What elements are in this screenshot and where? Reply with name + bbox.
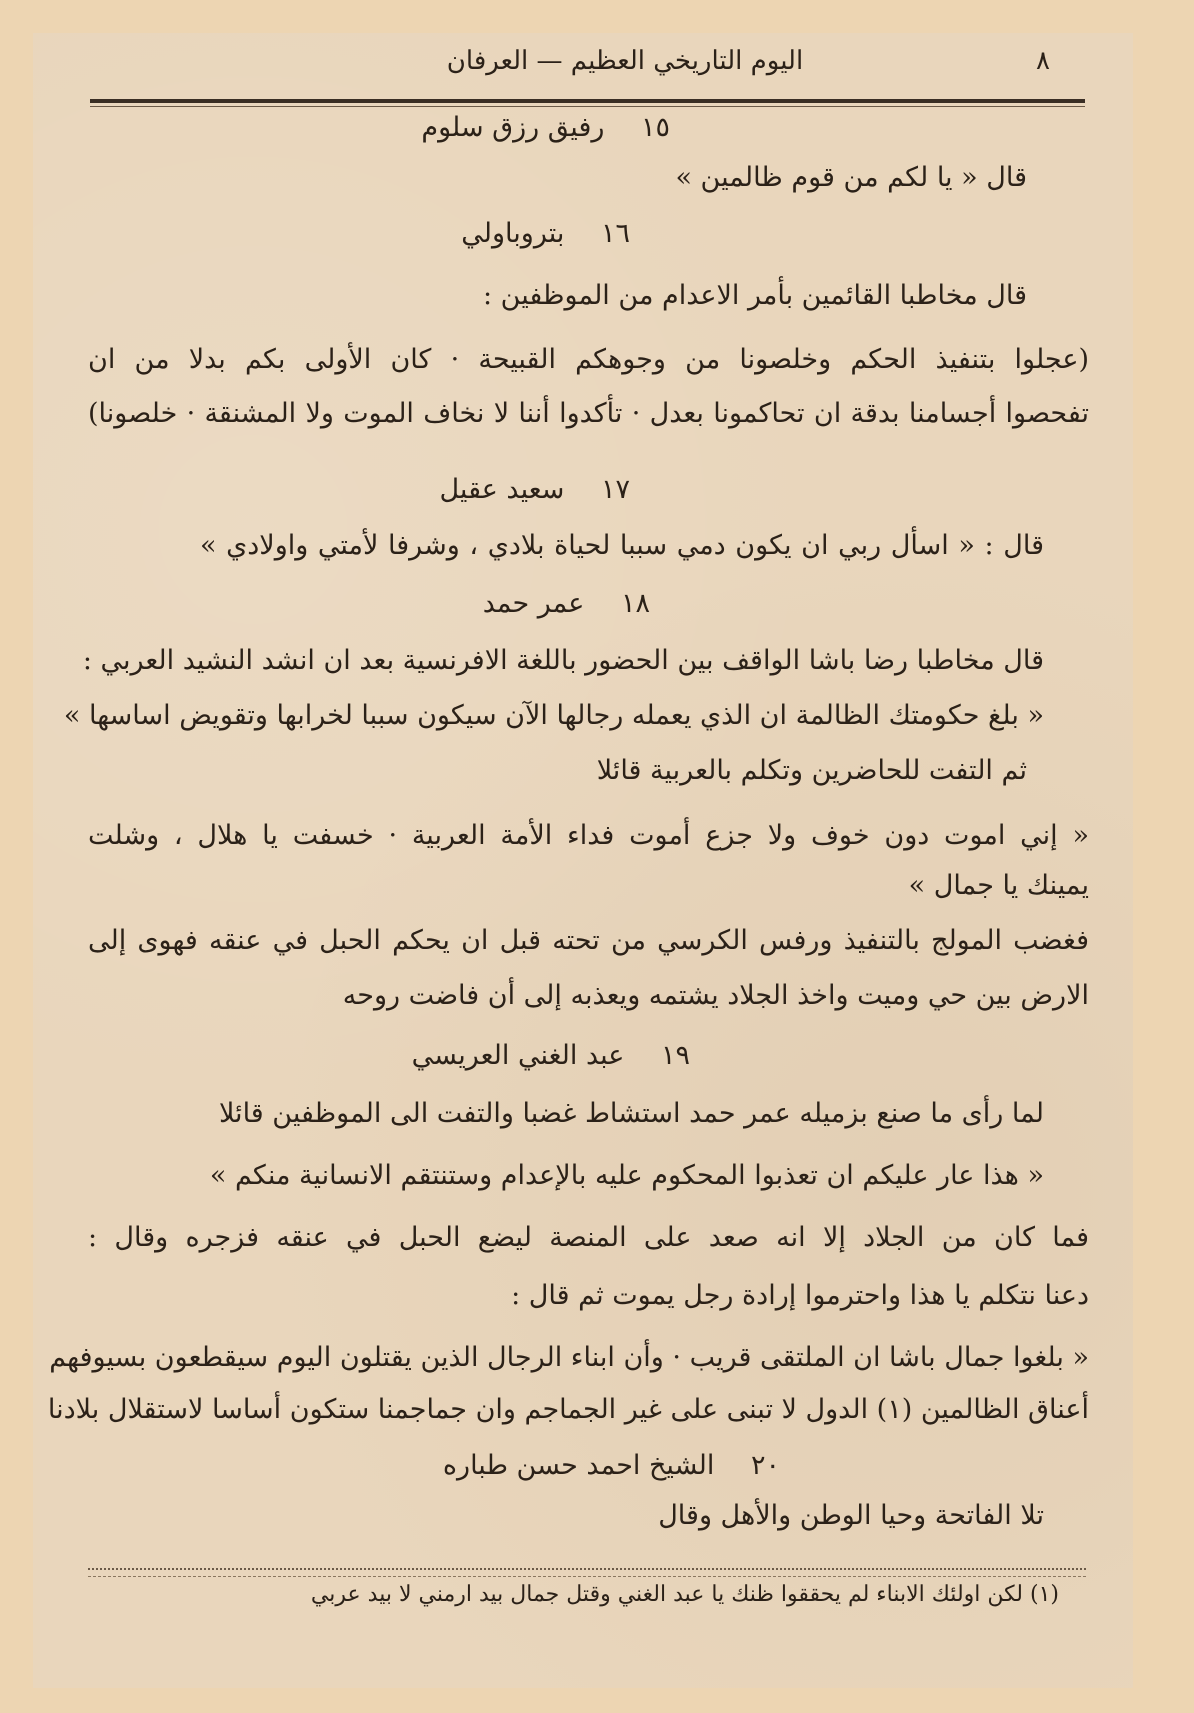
entry-heading-15 bbox=[400, 112, 670, 144]
entry-19-line-2: « هذا عار عليكم ان تعذبوا المحكوم عليه بالإعدام وستنتقم الانسانية منكم » bbox=[209, 1160, 1044, 1191]
entry-name: عمر حمد bbox=[482, 588, 585, 619]
entry-15-line-1: قال « يا لكم من قوم ظالمين » bbox=[675, 162, 1027, 193]
entry-name: رفيق رزق سلوم bbox=[421, 112, 605, 143]
entry-19-line-1: لما رأى ما صنع بزميله عمر حمد استشاط غضبا والتفت الى الموظفين قائلا bbox=[218, 1098, 1044, 1129]
entry-name: عبد الغني العريسي bbox=[411, 1040, 625, 1071]
entry-name: بتروباولي bbox=[461, 218, 565, 249]
page-number: ٨ bbox=[1036, 46, 1050, 76]
entry-number: ١٩ bbox=[660, 1040, 690, 1071]
entry-18-line-2: « بلغ حكومتك الظالمة ان الذي يعمله رجالها الآن سيكون سببا لخرابها وتقويض اساسها » bbox=[63, 700, 1044, 731]
header-rule-thick bbox=[90, 99, 1085, 103]
entry-heading-18 bbox=[482, 588, 650, 620]
entry-name: الشيخ احمد حسن طباره bbox=[442, 1450, 715, 1481]
entry-19-line-3: فما كان من الجلاد إلا انه صعد على المنصة ليضع الحبل في عنقه فزجره وقال : bbox=[88, 1222, 1089, 1253]
entry-name: سعيد عقيل bbox=[439, 474, 565, 505]
entry-number: ٢٠ bbox=[750, 1450, 780, 1481]
entry-16-line-1: قال مخاطبا القائمين بأمر الاعدام من الموظفين : bbox=[483, 280, 1027, 311]
entry-number: ١٦ bbox=[600, 218, 630, 249]
entry-17-line-1: قال : « اسأل ربي ان يكون دمي سببا لحياة بلادي ، وشرفا لأمتي واولادي » bbox=[200, 530, 1044, 561]
page-header bbox=[90, 38, 1088, 100]
footnote-separator bbox=[88, 1568, 1086, 1577]
entry-18-line-5: يمينك يا جمال » bbox=[908, 870, 1089, 901]
entry-18-line-3: ثم التفت للحاضرين وتكلم بالعربية قائلا bbox=[596, 755, 1027, 786]
entry-heading-20 bbox=[400, 1450, 780, 1482]
footnote-marker: (١) bbox=[1029, 1582, 1059, 1607]
entry-16-line-3: تفحصوا أجسامنا بدقة ان تحاكمونا بعدل · تأكدوا أننا لا نخاف الموت ولا المشنقة · خلصونا) bbox=[88, 398, 1089, 429]
entry-19-line-4: دعنا نتكلم يا هذا واحترموا إرادة رجل يموت ثم قال : bbox=[511, 1280, 1089, 1311]
entry-number: ١٧ bbox=[600, 474, 630, 505]
footnote-text: لكن اولئك الابناء لم يحققوا ظنك يا عبد الغني وقتل جمال بيد ارمني لا بيد عربي bbox=[310, 1582, 1023, 1607]
entry-heading-16 bbox=[461, 218, 630, 250]
entry-18-line-4: « إني اموت دون خوف ولا جزع أموت فداء الأمة العربية · خسفت يا هلال ، وشلت bbox=[88, 820, 1089, 851]
running-title: اليوم التاريخي العظيم — العرفان bbox=[446, 46, 804, 76]
entry-18-line-6: فغضب المولج بالتنفيذ ورفس الكرسي من تحته قبل ان يحكم الحبل في عنقه فهوى إلى bbox=[88, 925, 1089, 956]
entry-number: ١٨ bbox=[620, 588, 650, 619]
entry-18-line-7: الارض بين حي وميت واخذ الجلاد يشتمه ويعذبه إلى أن فاضت روحه bbox=[342, 980, 1089, 1011]
entry-number: ١٥ bbox=[640, 112, 670, 143]
entry-19-line-5: « بلغوا جمال باشا ان الملتقى قريب · وأن ابناء الرجال الذين يقتلون اليوم سيقطعون بسيوفهم bbox=[49, 1342, 1089, 1373]
entry-heading-17 bbox=[439, 474, 630, 506]
entry-heading-19 bbox=[411, 1040, 690, 1072]
header-rule-thin bbox=[90, 106, 1085, 107]
entry-20-line-1: تلا الفاتحة وحيا الوطن والأهل وقال bbox=[658, 1500, 1044, 1531]
entry-18-line-1: قال مخاطبا رضا باشا الواقف بين الحضور باللغة الافرنسية بعد ان انشد النشيد العربي : bbox=[82, 645, 1044, 676]
entry-19-line-6: أعناق الظالمين (١) الدول لا تبنى على غير الجماجم وان جماجمنا ستكون أساسا لاستقلال بلادنا bbox=[47, 1394, 1089, 1425]
footnote bbox=[311, 1582, 1059, 1607]
entry-16-line-2: (عجلوا بتنفيذ الحكم وخلصونا من وجوهكم القبيحة · كان الأولى بكم بدلا من ان bbox=[88, 344, 1089, 375]
